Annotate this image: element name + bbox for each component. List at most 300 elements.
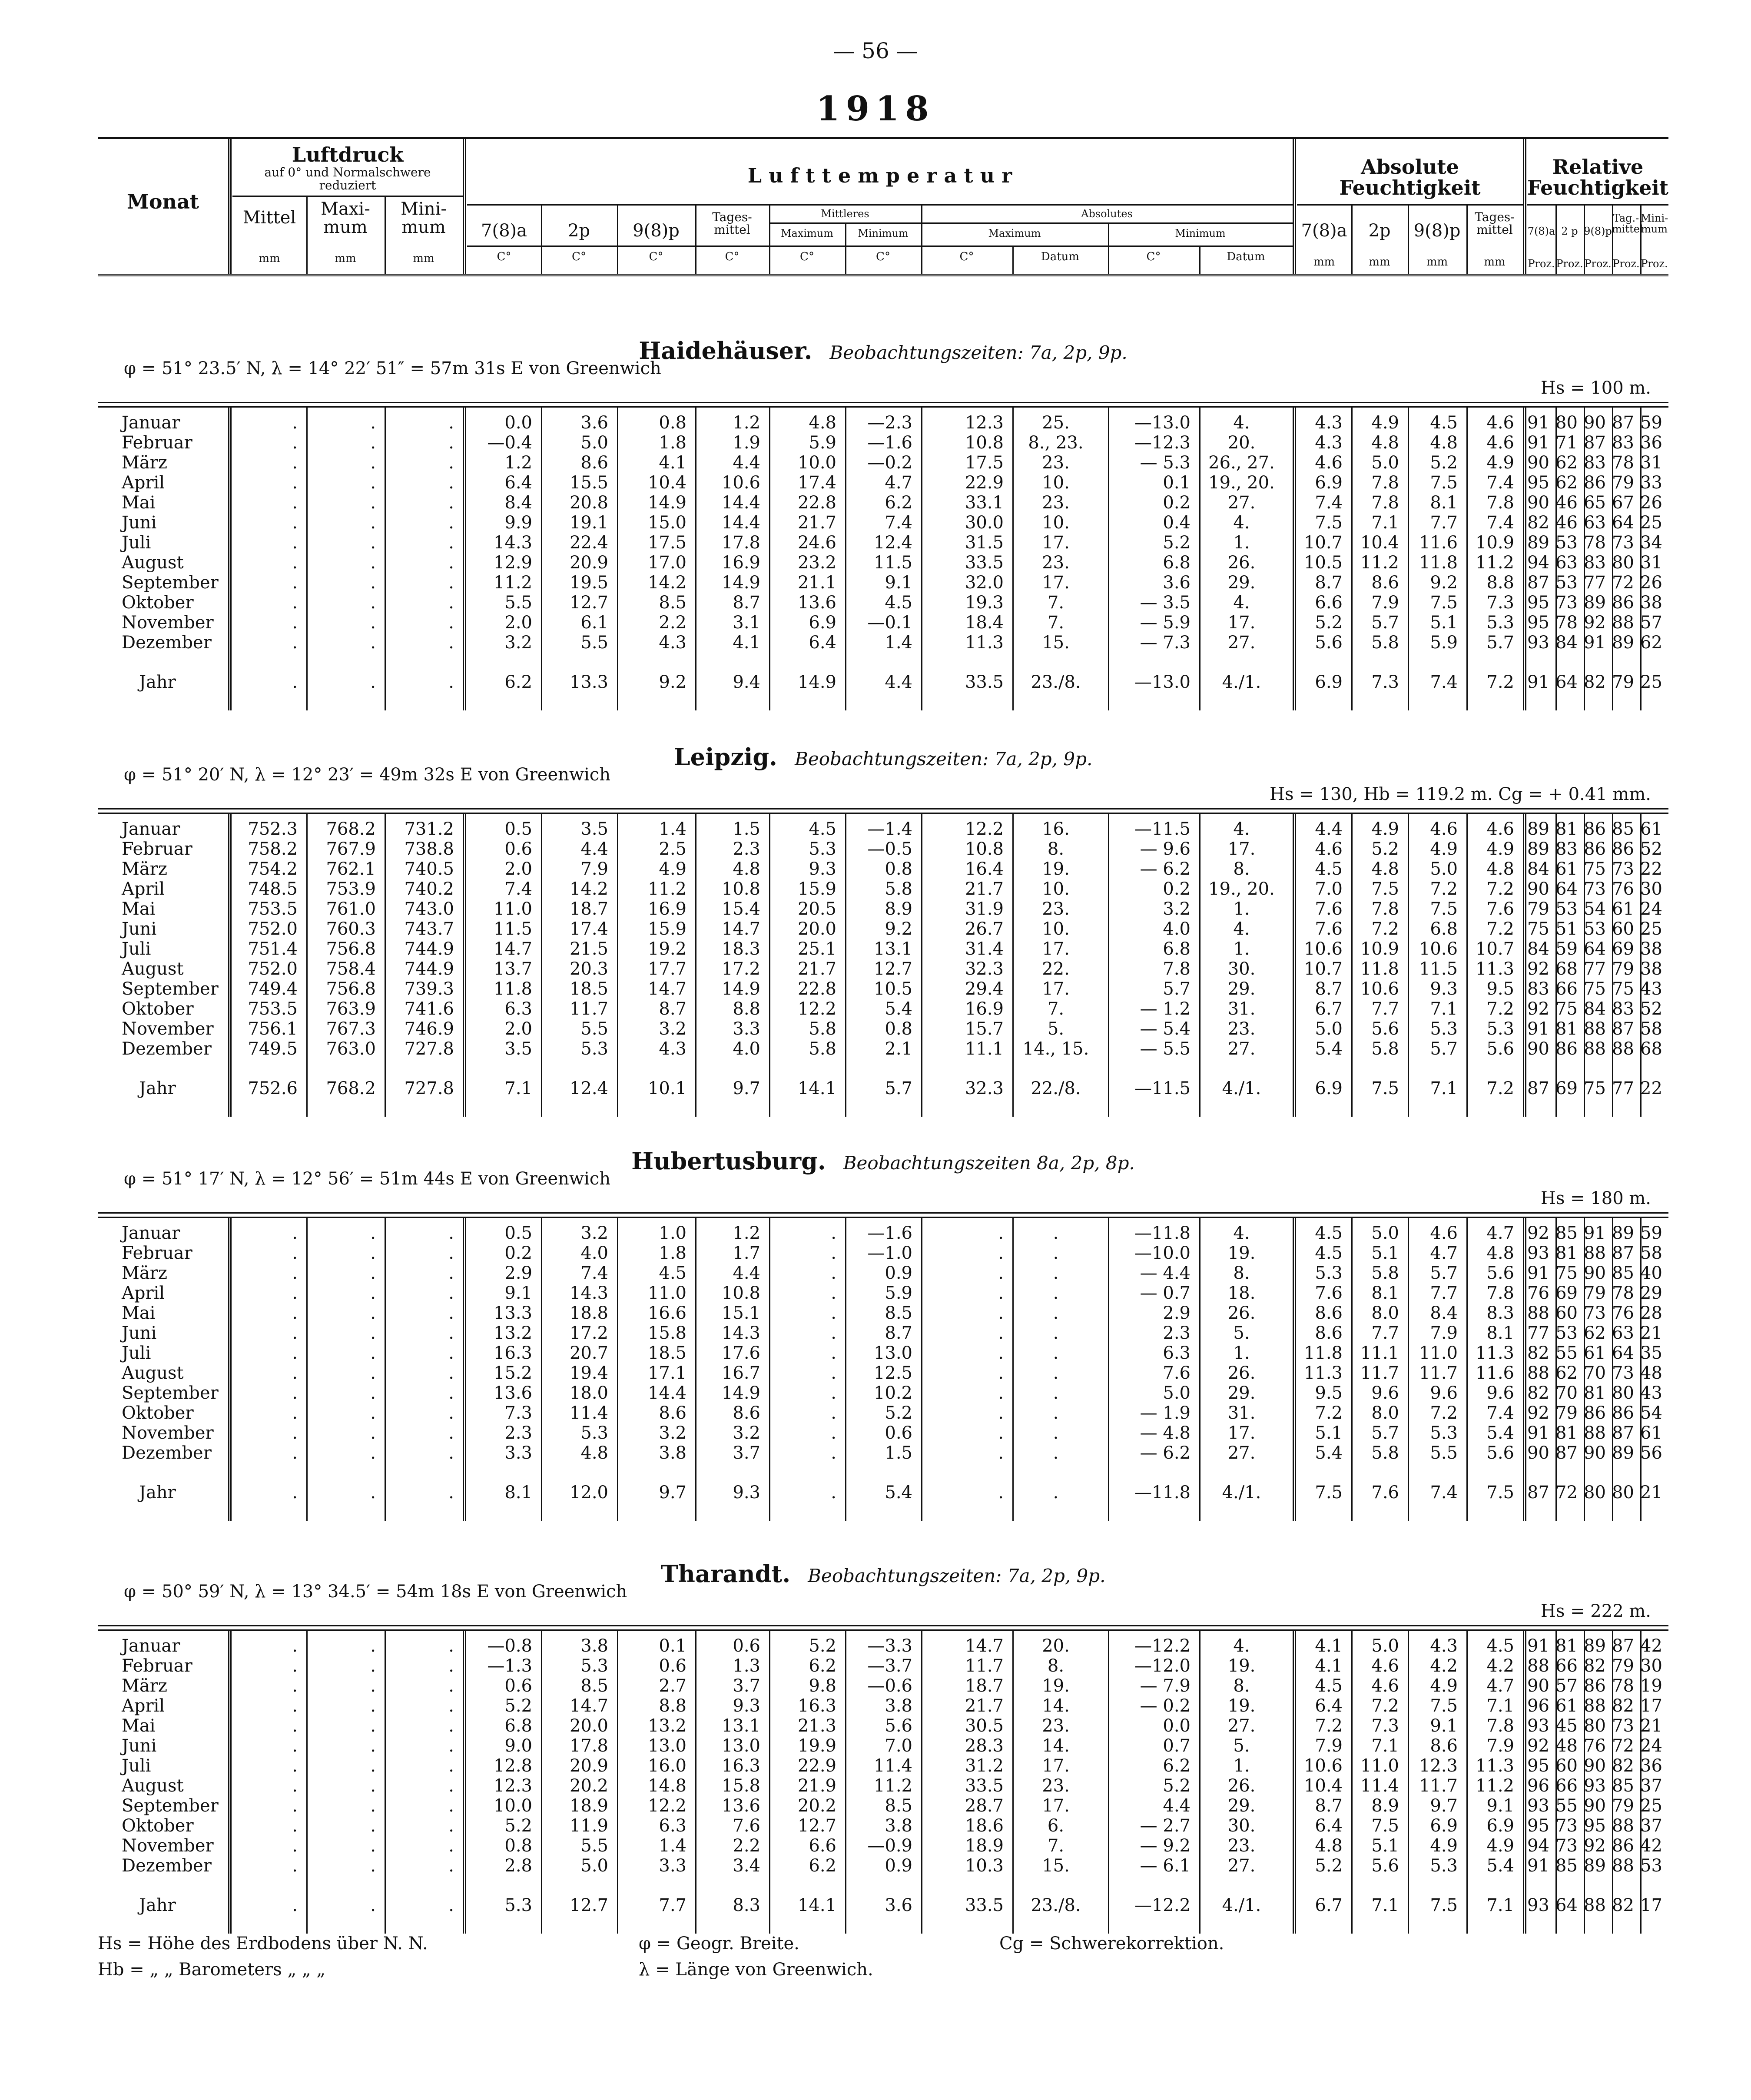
table-cell: 1. (1233, 1343, 1250, 1363)
station-times: Beobachtungszeiten: 7a, 2p, 9p. (794, 748, 1093, 770)
table-cell: . (448, 1676, 454, 1696)
table-cell: . (292, 1696, 298, 1716)
table-cell: . (1053, 1423, 1059, 1443)
table-cell: . (448, 433, 454, 453)
table-cell: 10.8 (965, 433, 1004, 453)
table-cell: 22.8 (797, 979, 836, 999)
table-cell: —0.1 (867, 613, 912, 633)
table-cell: 0.8 (659, 413, 686, 433)
table-row (98, 999, 1668, 1019)
table-cell: 93 (1527, 1716, 1549, 1736)
table-cell: 20.3 (569, 959, 608, 979)
table-cell: 0.1 (1163, 473, 1191, 493)
month-label: Jahr (139, 1483, 176, 1503)
table-cell: 0.9 (885, 1263, 912, 1283)
table-cell: 90 (1584, 1443, 1606, 1463)
table-cell: 82 (1527, 1383, 1549, 1403)
table-cell: 61 (1555, 859, 1578, 879)
footer-hb: Hb = „ „ Barometers „ „ „ (98, 1960, 326, 1980)
table-cell: 20.5 (797, 899, 836, 919)
table-cell: 93 (1527, 1796, 1549, 1816)
table-cell: 6.9 (1315, 1078, 1343, 1098)
table-cell: 78 (1612, 1676, 1634, 1696)
table-cell: . (370, 633, 376, 653)
table-cell: 95 (1527, 473, 1549, 493)
table-cell: 4.5 (1315, 859, 1343, 879)
table-cell: 7.4 (885, 513, 912, 533)
table-cell: 22 (1640, 859, 1662, 879)
month-label: Oktober (122, 1403, 194, 1423)
table-cell: — 4.4 (1140, 1263, 1191, 1283)
table-cell: 5.3 (580, 1423, 608, 1443)
table-cell: 19.1 (569, 513, 608, 533)
table-cell: 88 (1527, 1303, 1549, 1323)
table-cell: . (998, 1323, 1004, 1343)
month-label: Oktober (122, 999, 194, 1019)
table-cell: 64 (1612, 513, 1634, 533)
table-cell: 9.1 (1430, 1716, 1458, 1736)
table-cell: 23.2 (797, 553, 836, 573)
table-cell: 91 (1527, 1636, 1549, 1656)
table-cell: 8. (1047, 1656, 1065, 1676)
table-cell: 32.3 (965, 959, 1004, 979)
table-cell: . (831, 1303, 836, 1323)
table-cell: 25.1 (797, 939, 836, 959)
station-coords: φ = 51° 17′ N, λ = 12° 56′ = 51m 44s E von Greenwich (124, 1169, 611, 1189)
table-cell: 20. (1227, 433, 1256, 453)
table-cell: 6.3 (659, 1816, 686, 1836)
table-cell: . (1053, 1403, 1059, 1423)
table-cell: 767.3 (326, 1019, 376, 1039)
table-cell: . (370, 433, 376, 453)
table-cell: 14., 15. (1022, 1039, 1089, 1059)
table-cell: 15.8 (647, 1323, 686, 1343)
table-cell: 14.4 (721, 493, 760, 513)
table-cell: 4.3 (1315, 413, 1343, 433)
table-cell: 22. (1042, 959, 1070, 979)
table-cell: 767.9 (326, 839, 376, 859)
table-cell: 3.5 (580, 819, 608, 839)
page-number: — 56 — (833, 38, 918, 63)
table-cell: . (292, 613, 298, 633)
table-cell: 3.2 (504, 633, 532, 653)
table-cell: 88 (1584, 1696, 1606, 1716)
table-cell: 10. (1042, 919, 1070, 939)
table-cell: —0.6 (867, 1676, 912, 1696)
month-label: Juli (122, 939, 151, 959)
table-cell: 8.5 (885, 1303, 912, 1323)
table-cell: 17 (1640, 1696, 1662, 1716)
rule (98, 1212, 1668, 1214)
table-cell: 88 (1527, 1363, 1549, 1383)
table-cell: 15.9 (647, 919, 686, 939)
table-cell: 7.9 (1315, 1736, 1343, 1756)
table-cell: 5.1 (1315, 1423, 1343, 1443)
table-cell: 11.7 (1419, 1363, 1458, 1383)
table-cell: 4.0 (1163, 919, 1191, 939)
table-cell: 4. (1233, 593, 1250, 613)
table-cell: 4.8 (733, 859, 760, 879)
table-cell: 5.6 (1486, 1039, 1514, 1059)
table-cell: 27. (1227, 493, 1256, 513)
table-cell: 746.9 (404, 1019, 454, 1039)
table-cell: — 5.5 (1140, 1039, 1191, 1059)
table-cell: 87 (1612, 1243, 1634, 1263)
table-cell: . (370, 672, 376, 692)
table-cell: 82 (1584, 1656, 1606, 1676)
table-cell: 6.7 (1315, 999, 1343, 1019)
table-cell: 27. (1227, 1039, 1256, 1059)
table-cell: 90 (1584, 1796, 1606, 1816)
table-cell: 6.2 (1163, 1756, 1191, 1776)
unit-datum: Datum (1227, 250, 1265, 263)
table-cell: 89 (1527, 533, 1549, 553)
table-cell: 11.7 (569, 999, 608, 1019)
table-cell: 73 (1555, 1816, 1578, 1836)
table-cell: 11.2 (873, 1776, 912, 1796)
table-cell: 10.4 (1303, 1776, 1343, 1796)
table-cell: 29. (1227, 573, 1256, 593)
table-cell: 38 (1640, 593, 1662, 613)
table-cell: 5.2 (1430, 453, 1458, 473)
table-cell: 12.3 (965, 413, 1004, 433)
table-cell: 64 (1584, 939, 1606, 959)
table-cell: 11.8 (1303, 1343, 1343, 1363)
table-cell: 23. (1042, 1716, 1070, 1736)
table-cell: 10.8 (721, 1283, 760, 1303)
table-cell: . (292, 1243, 298, 1263)
table-cell: 1.5 (885, 1443, 912, 1463)
table-cell: 62 (1555, 453, 1578, 473)
table-cell: 763.9 (326, 999, 376, 1019)
table-cell: 11.3 (965, 633, 1004, 653)
table-cell: 14.3 (721, 1323, 760, 1343)
table-cell: . (1053, 1343, 1059, 1363)
table-row (98, 939, 1668, 959)
table-cell: 23. (1042, 1776, 1070, 1796)
table-cell: 7.3 (504, 1403, 532, 1423)
table-cell: 8.4 (504, 493, 532, 513)
table-cell: . (370, 1736, 376, 1756)
table-cell: 19. (1227, 1656, 1256, 1676)
table-row (98, 1078, 1668, 1098)
table-cell: — 4.8 (1140, 1423, 1191, 1443)
table-cell: 7.1 (1486, 1895, 1514, 1915)
table-cell: . (370, 1836, 376, 1856)
table-cell: 53 (1555, 533, 1578, 553)
table-cell: 19. (1042, 1676, 1070, 1696)
table-cell: 12.8 (493, 1756, 532, 1776)
table-cell: . (292, 573, 298, 593)
table-cell: 91 (1527, 1423, 1549, 1443)
table-cell: 23. (1227, 1836, 1256, 1856)
table-cell: 16.9 (965, 999, 1004, 1019)
table-cell: . (831, 1283, 836, 1303)
table-cell: . (292, 1816, 298, 1836)
table-cell: 762.1 (326, 859, 376, 879)
table-cell: — 5.9 (1140, 613, 1191, 633)
table-cell: 37 (1640, 1776, 1662, 1796)
table-cell: 5.7 (1371, 613, 1399, 633)
table-cell: . (292, 1363, 298, 1383)
table-cell: . (448, 1443, 454, 1463)
table-cell: 10.9 (1360, 939, 1399, 959)
station-name: Tharandt. (660, 1560, 791, 1588)
table-cell: 751.4 (248, 939, 298, 959)
table-cell: 83 (1584, 453, 1606, 473)
table-cell: 14.2 (647, 573, 686, 593)
table-cell: 7.2 (1315, 1716, 1343, 1736)
table-cell: 12.4 (569, 1078, 608, 1098)
table-cell: 741.6 (404, 999, 454, 1019)
table-cell: 768.2 (326, 1078, 376, 1098)
table-cell: 93 (1527, 1895, 1549, 1915)
luftdruck-sub2: reduziert (319, 178, 376, 192)
table-cell: 3.7 (733, 1676, 760, 1696)
table-cell: 7.2 (1486, 672, 1514, 692)
table-cell: 4.9 (1486, 839, 1514, 859)
table-cell: . (292, 1756, 298, 1776)
table-cell: — 7.3 (1140, 633, 1191, 653)
table-cell: 10.7 (1303, 959, 1343, 979)
table-cell: 88 (1584, 1423, 1606, 1443)
table-cell: . (448, 473, 454, 493)
table-cell: 4.7 (1486, 1676, 1514, 1696)
table-cell: 7.7 (1371, 999, 1399, 1019)
af-9p: 9(8)p (1413, 221, 1461, 241)
table-cell: 4. (1233, 1636, 1250, 1656)
table-cell: 73 (1612, 533, 1634, 553)
table-cell: 38 (1640, 959, 1662, 979)
table-cell: 7.8 (1371, 473, 1399, 493)
month-label: Mai (122, 493, 156, 513)
table-cell: 10. (1042, 473, 1070, 493)
table-cell: 8.8 (659, 1696, 686, 1716)
table-cell: . (292, 1856, 298, 1876)
table-cell: —11.5 (1134, 1078, 1191, 1098)
table-cell: 86 (1612, 839, 1634, 859)
table-cell: 81 (1555, 819, 1578, 839)
table-cell: 5.4 (1486, 1423, 1514, 1443)
table-cell: 31.9 (965, 899, 1004, 919)
table-cell: 1. (1233, 1756, 1250, 1776)
table-cell: . (370, 1383, 376, 1403)
footer-phi: φ = Geogr. Breite. (639, 1934, 799, 1954)
table-cell: 11.4 (569, 1403, 608, 1423)
table-cell: 68 (1640, 1039, 1662, 1059)
table-cell: . (448, 1243, 454, 1263)
table-cell: 4.9 (1371, 413, 1399, 433)
table-cell: . (370, 1263, 376, 1283)
table-cell: 23. (1042, 553, 1070, 573)
table-cell: 6.6 (1315, 593, 1343, 613)
table-cell: 14. (1042, 1736, 1070, 1756)
table-cell: . (448, 413, 454, 433)
table-cell: 15.5 (569, 473, 608, 493)
table-cell: 51 (1555, 919, 1578, 939)
table-cell: 4.7 (1486, 1223, 1514, 1243)
table-cell: 15.0 (647, 513, 686, 533)
table-cell: 4.9 (1430, 1676, 1458, 1696)
table-cell: . (448, 1323, 454, 1343)
table-cell: 91 (1527, 433, 1549, 453)
table-cell: 18.9 (965, 1836, 1004, 1856)
table-cell: . (998, 1223, 1004, 1243)
table-row (98, 1856, 1668, 1876)
table-cell: . (292, 1383, 298, 1403)
table-cell: 7.5 (1430, 899, 1458, 919)
table-cell: 76 (1612, 879, 1634, 899)
table-cell: . (1053, 1443, 1059, 1463)
table-cell: . (448, 533, 454, 553)
table-row (98, 1696, 1668, 1716)
table-cell: 80 (1612, 553, 1634, 573)
table-row (98, 1483, 1668, 1503)
table-cell: 90 (1527, 879, 1549, 899)
table-cell: . (998, 1343, 1004, 1363)
table-cell: 7.8 (1486, 493, 1514, 513)
table-cell: 56 (1640, 1443, 1662, 1463)
unit-c: C° (1146, 250, 1161, 263)
table-cell: 76 (1612, 1303, 1634, 1323)
table-cell: 763.0 (326, 1039, 376, 1059)
table-cell: 11.9 (569, 1816, 608, 1836)
month-label: Februar (122, 1656, 192, 1676)
table-cell: 4.9 (1486, 453, 1514, 473)
table-cell: 7.5 (1371, 879, 1399, 899)
luftdruck-header: Luftdruck (292, 143, 404, 166)
table-cell: 64 (1555, 879, 1578, 899)
table-cell: 749.5 (248, 1039, 298, 1059)
table-cell: 4.2 (1430, 1656, 1458, 1676)
table-cell: 19.4 (569, 1363, 608, 1383)
table-cell: 11.3 (1475, 959, 1514, 979)
table-cell: 82 (1527, 513, 1549, 533)
table-cell: 0.6 (733, 1636, 760, 1656)
table-cell: 756.1 (248, 1019, 298, 1039)
table-cell: . (370, 453, 376, 473)
table-cell: 14.9 (721, 979, 760, 999)
table-cell: 9.5 (1315, 1383, 1343, 1403)
table-cell: 81 (1584, 1383, 1606, 1403)
table-cell: 61 (1555, 1696, 1578, 1716)
table-cell: 9.3 (733, 1696, 760, 1716)
table-cell: 63 (1612, 1323, 1634, 1343)
table-cell: 7.5 (1430, 1895, 1458, 1915)
table-cell: . (292, 1636, 298, 1656)
table-cell: 20.7 (569, 1343, 608, 1363)
table-row (98, 1756, 1668, 1776)
table-cell: 18.5 (647, 1343, 686, 1363)
table-cell: 88 (1584, 1243, 1606, 1263)
table-cell: 46 (1555, 493, 1578, 513)
table-cell: . (1053, 1283, 1059, 1303)
table-cell: 80 (1555, 413, 1578, 433)
table-cell: 7.7 (1371, 1323, 1399, 1343)
table-cell: 73 (1555, 593, 1578, 613)
table-cell: 768.2 (326, 819, 376, 839)
station-height: Hs = 100 m. (1540, 378, 1651, 398)
table-cell: 65 (1584, 493, 1606, 513)
table-cell: 4./1. (1222, 1895, 1261, 1915)
table-cell: 1.4 (885, 633, 912, 653)
month-label: Juni (122, 1323, 157, 1343)
month-label: November (122, 1836, 214, 1856)
table-cell: 11.8 (1419, 553, 1458, 573)
table-cell: —13.0 (1134, 413, 1191, 433)
table-cell: 740.5 (404, 859, 454, 879)
unit-mm: mm (335, 252, 356, 265)
table-cell: 15. (1042, 633, 1070, 653)
month-label: März (122, 1676, 167, 1696)
table-cell: —0.4 (487, 433, 532, 453)
table-cell: 10.6 (1303, 939, 1343, 959)
table-cell: 0.7 (1163, 1736, 1191, 1756)
table-cell: . (831, 1323, 836, 1343)
table-cell: 3.4 (733, 1856, 760, 1876)
table-cell: 6.3 (504, 999, 532, 1019)
rf-7a: 7(8)a (1527, 225, 1555, 237)
table-cell: 8.6 (1315, 1303, 1343, 1323)
table-cell: 5.3 (580, 1656, 608, 1676)
table-row (98, 1636, 1668, 1656)
table-cell: 5.4 (1315, 1443, 1343, 1463)
table-cell: 6.2 (885, 493, 912, 513)
table-cell: 90 (1527, 1676, 1549, 1696)
table-cell: 6.6 (809, 1836, 836, 1856)
table-cell: 5.6 (885, 1716, 912, 1736)
table-cell: 40 (1640, 1263, 1662, 1283)
table-cell: 12.7 (797, 1816, 836, 1836)
table-cell: 5.1 (1371, 1836, 1399, 1856)
table-cell: 14.4 (721, 513, 760, 533)
table-cell: 85 (1612, 1776, 1634, 1796)
table-cell: — 0.2 (1140, 1696, 1191, 1716)
table-cell: 95 (1527, 1756, 1549, 1776)
table-cell: 16.3 (797, 1696, 836, 1716)
table-row (98, 613, 1668, 633)
table-cell: 7.9 (1371, 593, 1399, 613)
table-cell: 18.7 (965, 1676, 1004, 1696)
table-cell: 4.5 (1315, 1676, 1343, 1696)
table-row (98, 1816, 1668, 1836)
table-cell: 5.0 (1371, 1223, 1399, 1243)
table-cell: . (292, 1483, 298, 1503)
table-cell: 93 (1584, 1776, 1606, 1796)
rule (98, 1625, 1668, 1626)
table-cell: 8.1 (1371, 1283, 1399, 1303)
table-cell: 64 (1555, 1895, 1578, 1915)
table-cell: 90 (1584, 1756, 1606, 1776)
table-cell: 13.6 (797, 593, 836, 613)
table-cell: 7.2 (1486, 1078, 1514, 1098)
table-cell: 4.5 (809, 819, 836, 839)
table-cell: 78 (1612, 1283, 1634, 1303)
table-cell: . (370, 1895, 376, 1915)
table-cell: . (448, 1776, 454, 1796)
table-cell: 15.1 (721, 1303, 760, 1323)
table-cell: 31. (1227, 999, 1256, 1019)
table-cell: . (1053, 1263, 1059, 1283)
month-label: August (122, 1776, 184, 1796)
table-cell: 53 (1555, 573, 1578, 593)
table-cell: 73 (1612, 859, 1634, 879)
table-cell: 7.4 (1486, 1403, 1514, 1423)
table-cell: 4.3 (659, 633, 686, 653)
table-cell: 31 (1640, 553, 1662, 573)
table-cell: 18.6 (965, 1816, 1004, 1836)
table-cell: 86 (1584, 1676, 1606, 1696)
